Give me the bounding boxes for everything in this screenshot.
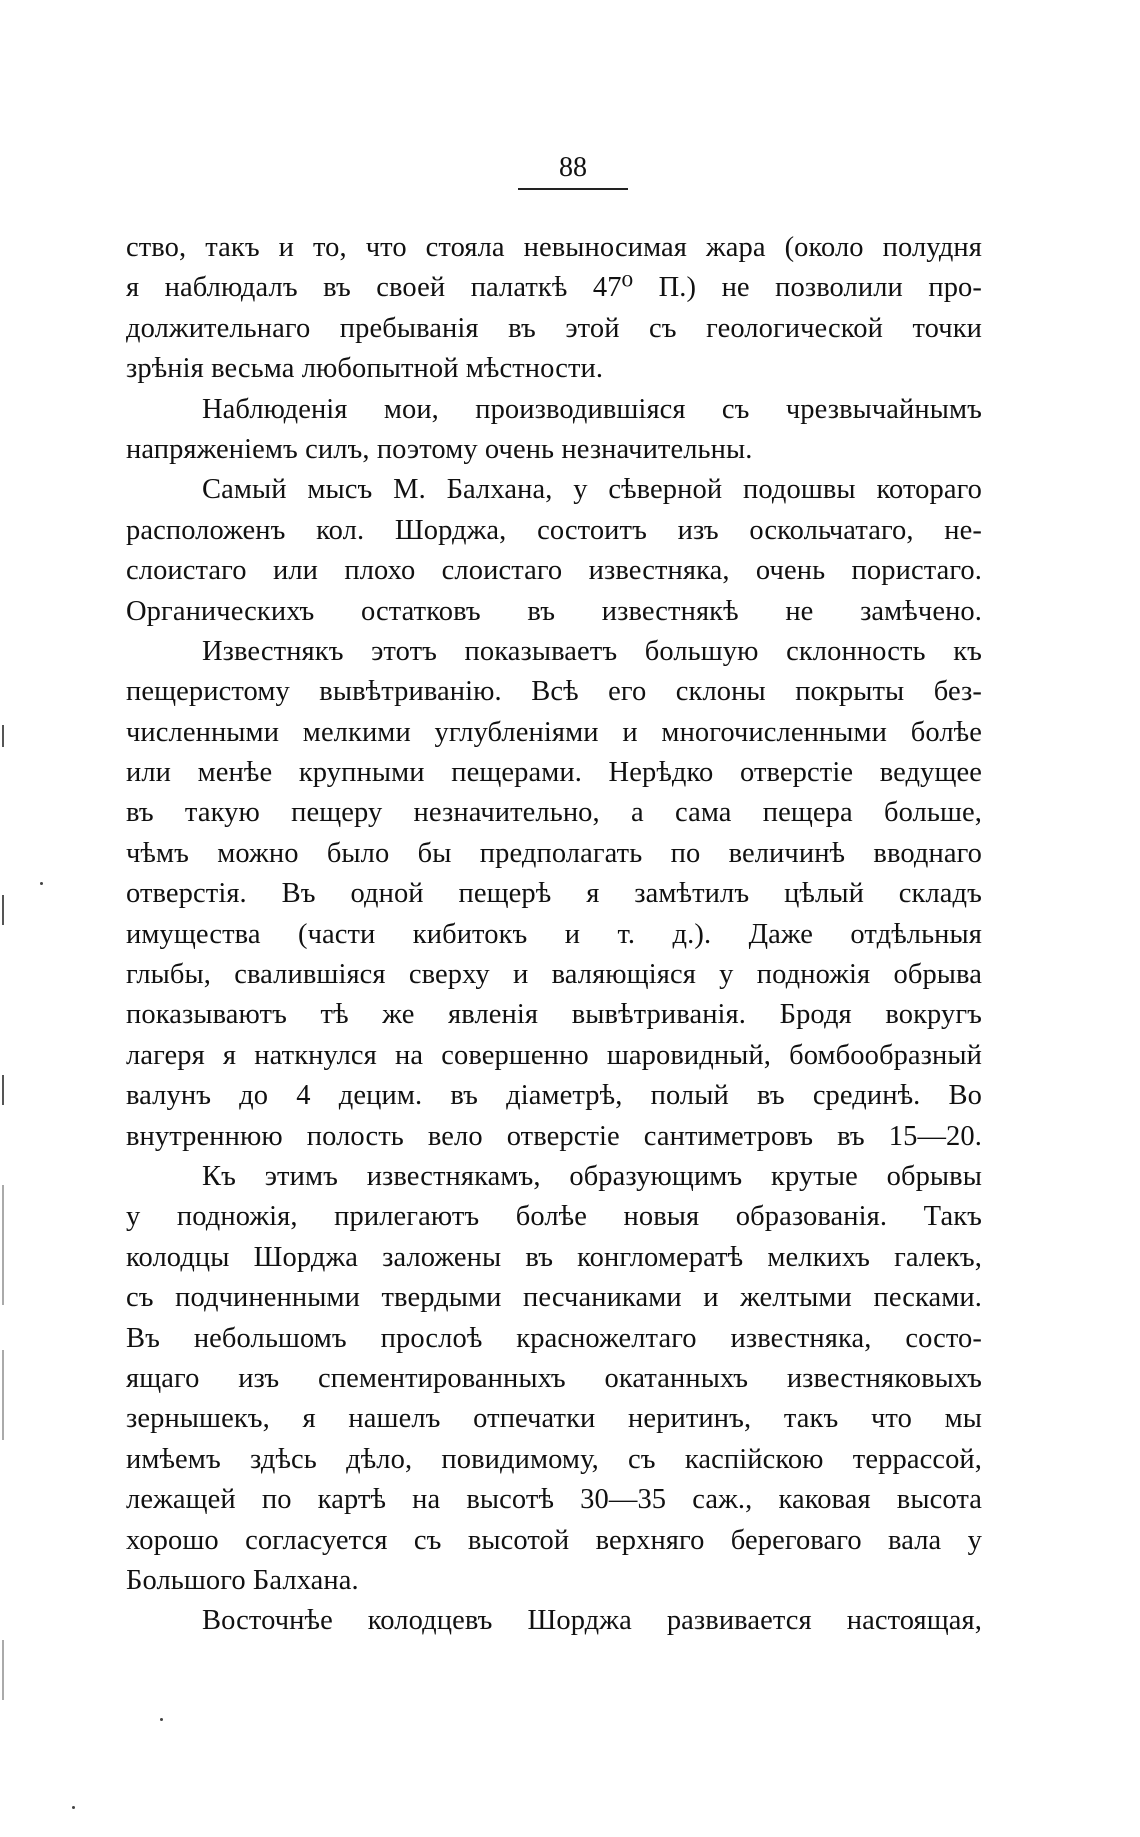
- text-line: ящаго изъ спементированныхъ окатанныхъ известняковыхъ: [126, 1362, 982, 1394]
- text-line: имѣемъ здѣсь дѣло, повидимому, съ каспійскою террассой,: [126, 1443, 982, 1475]
- text-line: Известнякъ этотъ показываетъ большую склонность къ: [202, 635, 982, 667]
- text-line: Въ небольшомъ прослоѣ красножелтаго известняка, состо-: [126, 1322, 982, 1354]
- text-line: Большого Балхана.: [126, 1564, 359, 1596]
- text-line: глыбы, свалившіяся сверху и валяющіяся у подножія обрыва: [126, 959, 982, 991]
- text-line: должительнаго пребыванія въ этой съ геологической точки: [126, 312, 982, 344]
- scan-edge-mark: [2, 1640, 4, 1700]
- text-line: имущества (части кибитокъ и т. д.). Даже отдѣльныя: [126, 918, 982, 950]
- text-line: расположенъ кол. Шорджа, состоитъ изъ оскольчатаго, не-: [126, 514, 982, 546]
- text-line: я наблюдалъ въ своей палаткѣ 47⁰ П.) не позволили про-: [126, 272, 982, 304]
- scan-speck: [40, 882, 43, 885]
- text-line: отверстія. Въ одной пещерѣ я замѣтилъ цѣлый складъ: [126, 878, 982, 910]
- text-line: Къ этимъ известнякамъ, образующимъ крутые обрывы: [202, 1160, 982, 1192]
- text-line: Самый мысъ М. Балхана, у сѣверной подошвы котораго: [202, 474, 982, 506]
- scan-edge-mark: [2, 1350, 4, 1440]
- text-line: съ подчиненными твердыми песчаниками и желтыми песками.: [126, 1282, 982, 1314]
- text-line: или менѣе крупными пещерами. Нерѣдко отверстіе ведущее: [126, 757, 982, 789]
- text-line: зернышекъ, я нашелъ отпечатки неритинъ, такъ что мы: [126, 1403, 982, 1435]
- text-line: у подножія, прилегаютъ болѣе новыя образованія. Такъ: [126, 1201, 982, 1233]
- text-line: пещеристому вывѣтриванію. Всѣ его склоны покрыты без-: [126, 676, 982, 708]
- text-line: хорошо согласуется съ высотой верхняго береговаго вала у: [126, 1524, 982, 1556]
- text-line: чѣмъ можно было бы предполагать по величинѣ вводнаго: [126, 837, 982, 869]
- text-line: лежащей по картѣ на высотѣ 30—35 саж., каковая высота: [126, 1484, 982, 1516]
- text-line: ство, такъ и то, что стояла невыносимая жара (около полудня: [126, 232, 982, 263]
- text-line: слоистаго или плохо слоистаго известняка, очень пористаго.: [126, 555, 982, 587]
- scan-edge-mark: [2, 895, 4, 925]
- text-line: колодцы Шорджа заложены въ конгломератѣ мелкихъ галекъ,: [126, 1241, 982, 1273]
- text-line: Восточнѣе колодцевъ Шорджа развивается настоящая,: [202, 1605, 982, 1637]
- text-line: показываютъ тѣ же явленія вывѣтриванія. Бродя вокругъ: [126, 999, 982, 1031]
- text-line: Органическихъ остатковъ въ известнякѣ не замѣчено.: [126, 595, 982, 627]
- scan-speck: [72, 1806, 75, 1809]
- scan-edge-mark: [2, 1185, 4, 1305]
- scan-edge-mark: [2, 725, 4, 747]
- scan-speck: [160, 1718, 163, 1721]
- page-number: 88: [518, 150, 628, 190]
- text-line: въ такую пещеру незначительно, а сама пещера больше,: [126, 797, 982, 829]
- text-line: валунъ до 4 децим. въ діаметрѣ, полый въ срединѣ. Во: [126, 1080, 982, 1112]
- scan-edge-mark: [2, 1075, 4, 1105]
- text-line: численными мелкими углубленіями и многочисленными болѣе: [126, 716, 982, 748]
- text-line: Наблюденія мои, производившіяся съ чрезвычайнымъ: [202, 393, 982, 425]
- text-line: зрѣнія весьма любопытной мѣстности.: [126, 353, 604, 385]
- text-line: внутреннюю полость вело отверстіе сантиметровъ въ 15—20.: [126, 1120, 982, 1152]
- text-line: лагеря я наткнулся на совершенно шаровидный, бомбообразный: [126, 1039, 982, 1071]
- body-text: [126, 228, 982, 1642]
- text-line: напряженіемъ силъ, поэтому очень незначительны.: [126, 433, 753, 465]
